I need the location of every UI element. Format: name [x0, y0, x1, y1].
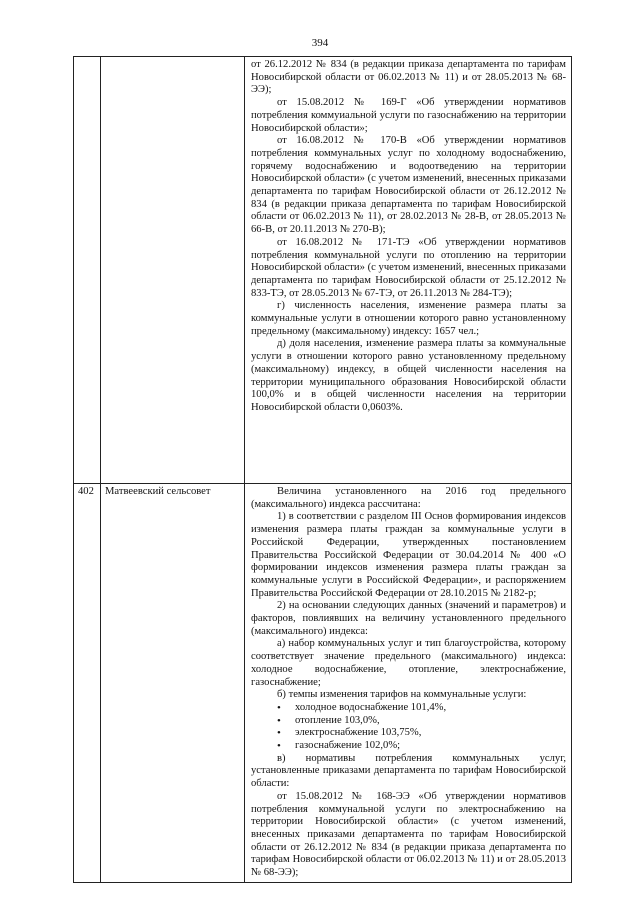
- paragraph: от 16.08.2012 № 170-В «Об утверждении нормативов потребления коммунальных услуг по холодному водоснабжению, горячему водоснабжению и водоотведению на территории Новосибирской области» (с учетом изменений, внесенных приказами департамента по тарифам Новосибирской области от 26.12.2012 № 834 (в редакции приказа департамента по тарифам Новосибирской области от 06.02.2013 № 11), от 28.02.2013 № 28-В, от 28.05.2013 № 66-В, от 20.11.2013 № 270-В);: [251, 135, 566, 236]
- paragraph: от 26.12.2012 № 834 (в редакции приказа департамента по тарифам Новосибирской области от 06.02.2013 № 11) и от 28.05.2013 № 68-ЭЭ);: [251, 59, 566, 96]
- tariff-bullet-item: • холодное водоснабжение 101,4%,: [251, 702, 566, 715]
- row-number-cell: 402: [74, 484, 101, 883]
- municipal-index-table: [73, 56, 572, 883]
- description-cell: [245, 484, 572, 883]
- paragraph: б) темпы изменения тарифов на коммунальные услуги:: [277, 689, 527, 701]
- row-number-cell: [74, 57, 101, 484]
- tariff-bullet-item: • электроснабжение 103,75%,: [251, 727, 566, 740]
- municipality-name-cell: Матвеевский сельсовет: [101, 484, 245, 883]
- page-number: 394: [311, 37, 329, 49]
- paragraph: г) численность населения, изменение размера платы за коммунальные услуги в отношении которого равно установленному предельному (максимальному) индексу: 1657 чел.;: [251, 300, 566, 337]
- paragraph: д) доля населения, изменение размера платы за коммунальные услуги в отношении которого равно установленному предельному (максимальному) индексу, в общей численности населения на территории муниципального образования Новосибирской области 100,0% и в общей численности населения на территории Новосибирской области 0,0603%.: [251, 338, 566, 413]
- paragraph: от 15.08.2012 № 168-ЭЭ «Об утверждении нормативов потребления коммунальной услуги по электроснабжению на территории Новосибирской области» (с учетом изменений, внесенных приказами департамента по тарифам Новосибирской области от 26.12.2012 № 834 (в редакции приказа департамента по тарифам Новосибирской области от 06.02.2013 № 11) и от 28.05.2013 № 68-ЭЭ);: [251, 790, 566, 879]
- paragraph: а) набор коммунальных услуг и тип благоустройства, которому соответствует значение предельного (максимального) индекса: холодное водоснабжение, отопление, электроснабжение, газоснабжение;: [251, 638, 566, 688]
- description-cell: [245, 57, 572, 484]
- paragraph: 1) в соответствии с разделом III Основ формирования индексов изменения размера платы граждан за коммунальные услуги в Российской Федерации, утвержденных постановлением Правительства Российской Федерации от 30.04.2014 № 400 «О формировании индексов изменения размера платы граждан за коммунальные услуги в Российской Федерации», и распоряжением Правительства Российской Федерации от 28.10.2015 № 2182-р;: [251, 511, 566, 599]
- paragraph: Величина установленного на 2016 год предельного (максимального) индекса рассчитана:: [251, 486, 566, 510]
- table-row: [74, 484, 572, 883]
- tariff-bullet-item: • отопление 103,0%,: [251, 715, 566, 728]
- paragraph: 2) на основании следующих данных (значений и параметров) и факторов, повлиявших на величину установленного предельного (максимального) индекса:: [251, 600, 566, 637]
- paragraph: от 16.08.2012 № 171-ТЭ «Об утверждении нормативов потребления коммунальной услуги по отоплению на территории Новосибирской области» (с учетом изменений, внесенных приказами департамента по тарифам Новосибирской области от 25.12.2012 № 833-ТЭ, от 28.05.2013 № 67-ТЭ, от 26.11.2013 № 284-ТЭ);: [251, 236, 566, 299]
- tariff-bullet-item: • газоснабжение 102,0%;: [251, 740, 566, 753]
- paragraph: в) нормативы потребления коммунальных услуг, установленные приказами департамента по тарифам Новосибирской области:: [251, 752, 566, 790]
- table-row: [74, 57, 572, 484]
- municipality-name-cell: [101, 57, 245, 484]
- paragraph: от 15.08.2012 № 169-Г «Об утверждении нормативов потребления коммуиальной услуги по газоснабжению на территории Новосибирской области»;: [251, 97, 566, 134]
